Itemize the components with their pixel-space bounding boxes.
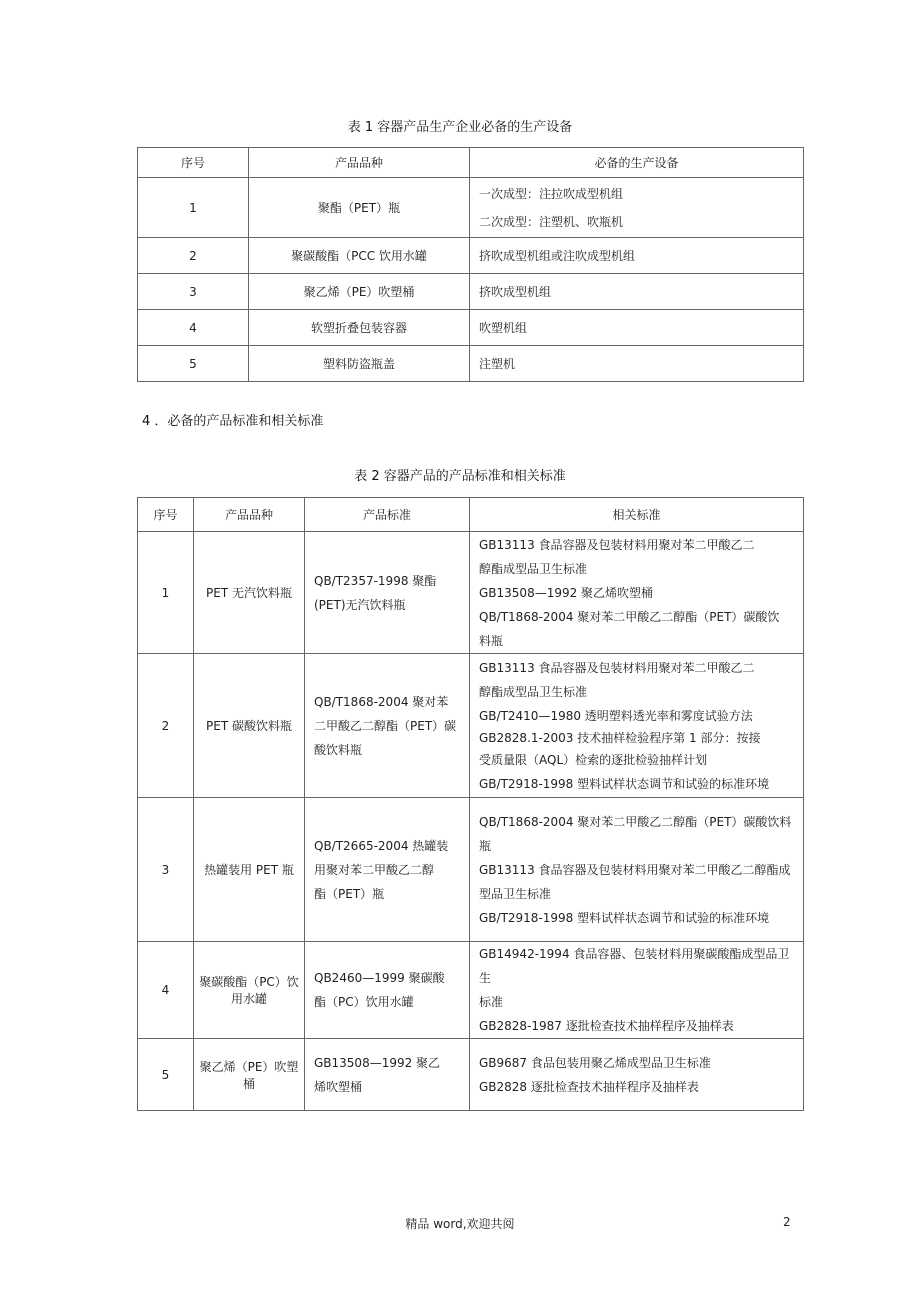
related-line: QB/T1868-2004 聚对苯二甲酸乙二醇酯（PET）碳酸饮料 xyxy=(479,814,792,829)
standard-line: 用聚对苯二甲酸乙二醇 xyxy=(314,862,435,877)
related-line: GB13113 食品容器及包装材料用聚对苯二甲酸乙二醇酯成 xyxy=(479,862,791,877)
product-name: 聚酯（PET）瓶 xyxy=(249,178,470,238)
table-row xyxy=(138,310,804,346)
column-header: 必备的生产设备 xyxy=(470,148,804,178)
standard-line: 酯（PET）瓶 xyxy=(314,886,385,901)
related-standards xyxy=(470,532,804,654)
product-name xyxy=(194,942,305,1039)
equipment-cell: 吹塑机组 xyxy=(470,310,804,346)
table-row xyxy=(138,798,804,942)
standard-line: QB/T1868-2004 聚对苯 xyxy=(314,694,449,709)
table-row xyxy=(138,274,804,310)
related-line: GB13508—1992 聚乙烯吹塑桶 xyxy=(479,585,654,600)
product-name xyxy=(194,532,305,654)
table1-caption: 表 1 容器产品生产企业必备的生产设备 xyxy=(347,120,573,135)
table-row xyxy=(138,942,804,1039)
column-header: 产品标准 xyxy=(305,498,470,532)
standard-line: (PET)无汽饮料瓶 xyxy=(314,597,406,612)
product-standard xyxy=(305,942,470,1039)
standard-line: QB/T2665-2004 热罐装 xyxy=(314,838,449,853)
standards-table xyxy=(137,497,804,1111)
related-standards xyxy=(470,942,804,1039)
column-header: 产品品种 xyxy=(249,148,470,178)
table2-caption: 表 2 容器产品的产品标准和相关标准 xyxy=(354,469,566,484)
product-standard xyxy=(305,654,470,798)
row-number: 4 xyxy=(138,310,249,346)
standard-line: 二甲酸乙二醇酯（PET）碳 xyxy=(314,718,457,733)
product-line: PET 无汽饮料瓶 xyxy=(206,586,292,600)
product-line: 用水罐 xyxy=(230,992,267,1006)
related-line: 醇酯成型品卫生标准 xyxy=(479,684,588,699)
standard-line: QB/T2357-1998 聚酯 xyxy=(314,573,437,588)
related-line: GB14942-1994 食品容器、包装材料用聚碳酸酯成型品卫生 xyxy=(479,947,790,985)
row-number: 4 xyxy=(138,942,194,1039)
related-line: 标准 xyxy=(479,995,504,1009)
page-number: 2 xyxy=(783,1215,791,1229)
standard-line: 酸饮料瓶 xyxy=(314,742,363,757)
standard-line: QB2460—1999 聚碳酸 xyxy=(314,971,445,985)
related-line: 受质量限（AQL）检索的逐批检验抽样计划 xyxy=(479,752,708,767)
table-header-row xyxy=(138,498,804,532)
product-standard xyxy=(305,532,470,654)
related-line: 瓶 xyxy=(479,838,492,853)
standard-line: 酯（PC）饮用水罐 xyxy=(314,995,414,1009)
product-name xyxy=(194,654,305,798)
table-row xyxy=(138,178,804,238)
row-number: 3 xyxy=(138,274,249,310)
table-row xyxy=(138,532,804,654)
standard-line: GB13508—1992 聚乙 xyxy=(314,1055,441,1070)
related-line: GB13113 食品容器及包装材料用聚对苯二甲酸乙二 xyxy=(479,660,755,675)
equipment-line: 一次成型：注拉吹成型机组 xyxy=(479,186,624,201)
section-heading: 4 ．必备的产品标准和相关标准 xyxy=(142,414,324,429)
related-line: GB/T2918-1998 塑料试样状态调节和试验的标准环境 xyxy=(479,910,770,925)
table-row xyxy=(138,346,804,382)
related-line: GB2828 逐批检查技术抽样程序及抽样表 xyxy=(479,1079,699,1094)
related-line: GB/T2918-1998 塑料试样状态调节和试验的标准环境 xyxy=(479,776,770,791)
equipment-table xyxy=(137,147,804,382)
product-standard xyxy=(305,1039,470,1111)
product-line: 聚碳酸酯（PC）饮 xyxy=(199,975,299,989)
equipment-cell: 挤吹成型机组 xyxy=(470,274,804,310)
standard-line: 烯吹塑桶 xyxy=(314,1079,363,1094)
related-line: 醇酯成型品卫生标准 xyxy=(479,561,588,576)
equipment-cell: 挤吹成型机组或注吹成型机组 xyxy=(470,238,804,274)
column-header: 序号 xyxy=(138,148,249,178)
equipment-line: 二次成型：注塑机、吹瓶机 xyxy=(479,214,624,229)
footer-text: 精品 word,欢迎共阅 xyxy=(405,1217,515,1231)
product-name: 聚乙烯（PE）吹塑桶 xyxy=(249,274,470,310)
row-number: 3 xyxy=(138,798,194,942)
table-row xyxy=(138,1039,804,1111)
related-line: QB/T1868-2004 聚对苯二甲酸乙二醇酯（PET）碳酸饮 xyxy=(479,609,780,624)
product-line: 热罐装用 PET 瓶 xyxy=(204,863,294,877)
related-standards xyxy=(470,1039,804,1111)
product-line: PET 碳酸饮料瓶 xyxy=(206,719,292,733)
related-line: GB2828-1987 逐批检查技术抽样程序及抽样表 xyxy=(479,1019,734,1033)
row-number: 5 xyxy=(138,1039,194,1111)
related-line: GB2828.1-2003 技术抽样检验程序第 1 部分：按接 xyxy=(479,730,761,745)
equipment-cell xyxy=(470,178,804,238)
table-row xyxy=(138,238,804,274)
column-header: 产品品种 xyxy=(194,498,305,532)
related-standards xyxy=(470,654,804,798)
product-name: 塑料防盗瓶盖 xyxy=(249,346,470,382)
product-line: 聚乙烯（PE）吹塑 xyxy=(199,1059,299,1074)
product-name xyxy=(194,1039,305,1111)
row-number: 2 xyxy=(138,654,194,798)
product-name xyxy=(194,798,305,942)
table-header-row xyxy=(138,148,804,178)
related-line: GB9687 食品包装用聚乙烯成型品卫生标准 xyxy=(479,1055,711,1070)
product-name: 聚碳酸酯（PCC 饮用水罐 xyxy=(249,238,470,274)
related-line: 料瓶 xyxy=(479,633,504,648)
column-header: 序号 xyxy=(138,498,194,532)
row-number: 1 xyxy=(138,532,194,654)
related-line: 型品卫生标准 xyxy=(479,886,552,901)
product-name: 软塑折叠包装容器 xyxy=(249,310,470,346)
row-number: 5 xyxy=(138,346,249,382)
related-standards xyxy=(470,798,804,942)
column-header: 相关标准 xyxy=(470,498,804,532)
row-number: 2 xyxy=(138,238,249,274)
product-line: 桶 xyxy=(242,1076,255,1091)
equipment-cell: 注塑机 xyxy=(470,346,804,382)
table-row xyxy=(138,654,804,798)
product-standard xyxy=(305,798,470,942)
related-line: GB13113 食品容器及包装材料用聚对苯二甲酸乙二 xyxy=(479,537,755,552)
row-number: 1 xyxy=(138,178,249,238)
related-line: GB/T2410—1980 透明塑料透光率和雾度试验方法 xyxy=(479,708,753,723)
